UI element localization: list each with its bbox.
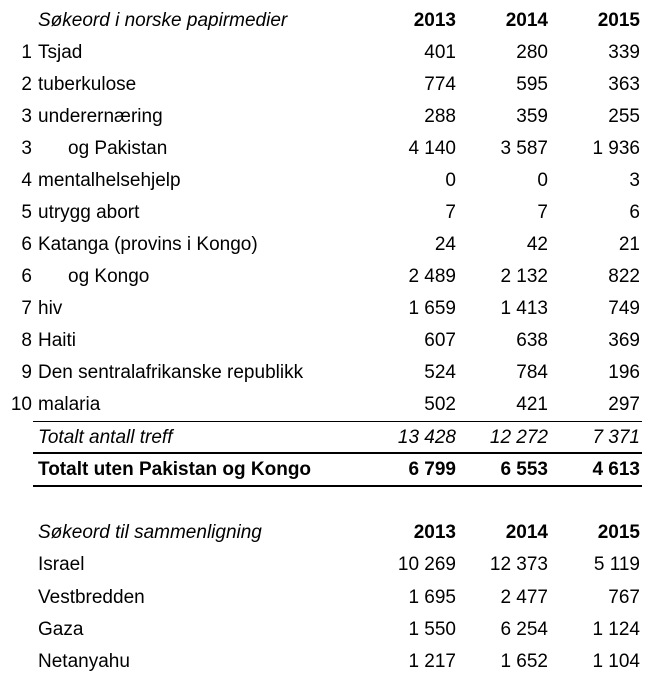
total-excl-row — [0, 454, 649, 486]
row-value-2013: 774 — [424, 74, 456, 95]
row-value-2015: 21 — [618, 234, 640, 255]
total-value-2015: 7 371 — [592, 427, 640, 448]
row-value-2015: 297 — [608, 394, 640, 415]
row-value-2013: 1 659 — [408, 298, 456, 319]
row-rank: 3 — [21, 138, 32, 159]
table1-header-row — [0, 5, 649, 37]
table-row — [0, 133, 649, 165]
table-row — [0, 101, 649, 133]
row-value-2015: 1 936 — [592, 138, 640, 159]
row-label: Katanga (provins i Kongo) — [38, 234, 258, 255]
row-value-2013: 401 — [424, 42, 456, 63]
table1-header-label: Søkeord i norske papirmedier — [38, 10, 288, 31]
table-row — [0, 261, 649, 293]
row-value-2015: 3 — [629, 170, 640, 191]
total-value-2014: 12 272 — [489, 427, 548, 448]
row-value-2013: 2 489 — [408, 266, 456, 287]
table2-header-row — [0, 517, 649, 549]
total-row — [0, 422, 649, 454]
row-rank: 6 — [21, 234, 32, 255]
total-excl-value-2013: 6 799 — [408, 459, 456, 480]
row-label: Gaza — [38, 619, 84, 640]
row-value-2014: 784 — [516, 362, 548, 383]
row-rank: 3 — [21, 106, 32, 127]
row-value-2015: 255 — [608, 106, 640, 127]
table-row — [0, 325, 649, 357]
total-excl-label: Totalt uten Pakistan og Kongo — [38, 459, 312, 480]
row-value-2014: 0 — [537, 170, 548, 191]
row-value-2014: 7 — [537, 202, 548, 223]
table-row — [0, 293, 649, 325]
row-value-2014: 1 413 — [500, 298, 548, 319]
row-rank: 8 — [21, 330, 32, 351]
table-row — [0, 69, 649, 101]
row-value-2013: 10 269 — [397, 554, 456, 575]
row-value-2015: 6 — [629, 202, 640, 223]
row-value-2014: 638 — [516, 330, 548, 351]
row-value-2015: 767 — [608, 587, 640, 608]
row-value-2015: 5 119 — [593, 554, 640, 575]
row-value-2013: 288 — [424, 106, 456, 127]
row-value-2014: 3 587 — [500, 138, 548, 159]
table-row — [0, 357, 649, 389]
row-value-2014: 1 652 — [500, 651, 548, 672]
row-rank: 9 — [21, 362, 32, 383]
row-value-2013: 4 140 — [408, 138, 456, 159]
divider-line-thick — [33, 485, 642, 487]
row-label: Tsjad — [38, 42, 83, 63]
total-excl-value-2015: 4 613 — [592, 459, 640, 480]
total-excl-value-2014: 6 553 — [500, 459, 548, 480]
row-value-2014: 280 — [516, 42, 548, 63]
row-value-2015: 339 — [608, 42, 640, 63]
table2-header-year-2013: 2013 — [413, 522, 456, 543]
table1-header-year-2014: 2014 — [505, 10, 548, 31]
total-value-2013: 13 428 — [397, 427, 456, 448]
row-value-2014: 359 — [516, 106, 548, 127]
row-value-2013: 607 — [424, 330, 456, 351]
row-label: Den sentralafrikanske republikk — [38, 362, 304, 383]
row-rank: 4 — [21, 170, 32, 191]
row-label: og Pakistan — [68, 138, 168, 159]
row-rank: 6 — [21, 266, 32, 287]
row-rank: 2 — [21, 74, 32, 95]
row-label: mentalhelsehjelp — [38, 170, 181, 191]
row-value-2013: 7 — [445, 202, 456, 223]
table-row — [0, 549, 649, 581]
row-value-2015: 196 — [608, 362, 640, 383]
row-value-2013: 1 217 — [408, 651, 456, 672]
row-label: utrygg abort — [38, 202, 140, 223]
row-value-2014: 421 — [516, 394, 548, 415]
row-value-2014: 6 254 — [500, 619, 548, 640]
row-value-2015: 749 — [608, 298, 640, 319]
row-label: tuberkulose — [38, 74, 137, 95]
row-value-2013: 0 — [445, 170, 456, 191]
row-label: Israel — [38, 554, 85, 575]
table1-header-year-2015: 2015 — [597, 10, 640, 31]
row-value-2013: 502 — [424, 394, 456, 415]
row-value-2014: 2 477 — [500, 587, 548, 608]
row-value-2015: 1 124 — [592, 619, 640, 640]
row-rank: 10 — [10, 394, 32, 415]
row-label: Haiti — [38, 330, 77, 351]
row-label: Netanyahu — [38, 651, 130, 672]
table-row — [0, 37, 649, 69]
table2-header-year-2014: 2014 — [505, 522, 548, 543]
row-value-2014: 2 132 — [500, 266, 548, 287]
row-rank: 5 — [21, 202, 32, 223]
row-label: og Kongo — [68, 266, 150, 287]
table2-header-year-2015: 2015 — [597, 522, 640, 543]
table-row — [0, 389, 649, 421]
table2-header-label: Søkeord til sammenligning — [38, 522, 262, 543]
table-row — [0, 165, 649, 197]
row-value-2013: 524 — [424, 362, 456, 383]
row-rank: 7 — [21, 298, 32, 319]
table-row — [0, 582, 649, 614]
row-value-2015: 363 — [608, 74, 640, 95]
table-row — [0, 229, 649, 261]
row-value-2014: 595 — [516, 74, 548, 95]
row-label: malaria — [38, 394, 101, 415]
row-value-2013: 1 550 — [408, 619, 456, 640]
row-label: underernæring — [38, 106, 163, 127]
row-value-2013: 24 — [434, 234, 456, 255]
row-label: hiv — [38, 298, 63, 319]
row-label: Vestbredden — [38, 587, 145, 608]
row-value-2015: 1 104 — [592, 651, 640, 672]
row-value-2014: 12 373 — [489, 554, 548, 575]
table-row — [0, 646, 649, 678]
row-rank: 1 — [21, 42, 32, 63]
table-row — [0, 614, 649, 646]
table1-header-year-2013: 2013 — [413, 10, 456, 31]
total-label: Totalt antall treff — [38, 427, 173, 448]
row-value-2015: 369 — [608, 330, 640, 351]
row-value-2014: 42 — [526, 234, 548, 255]
row-value-2013: 1 695 — [408, 587, 456, 608]
row-value-2015: 822 — [608, 266, 640, 287]
table-row — [0, 197, 649, 229]
